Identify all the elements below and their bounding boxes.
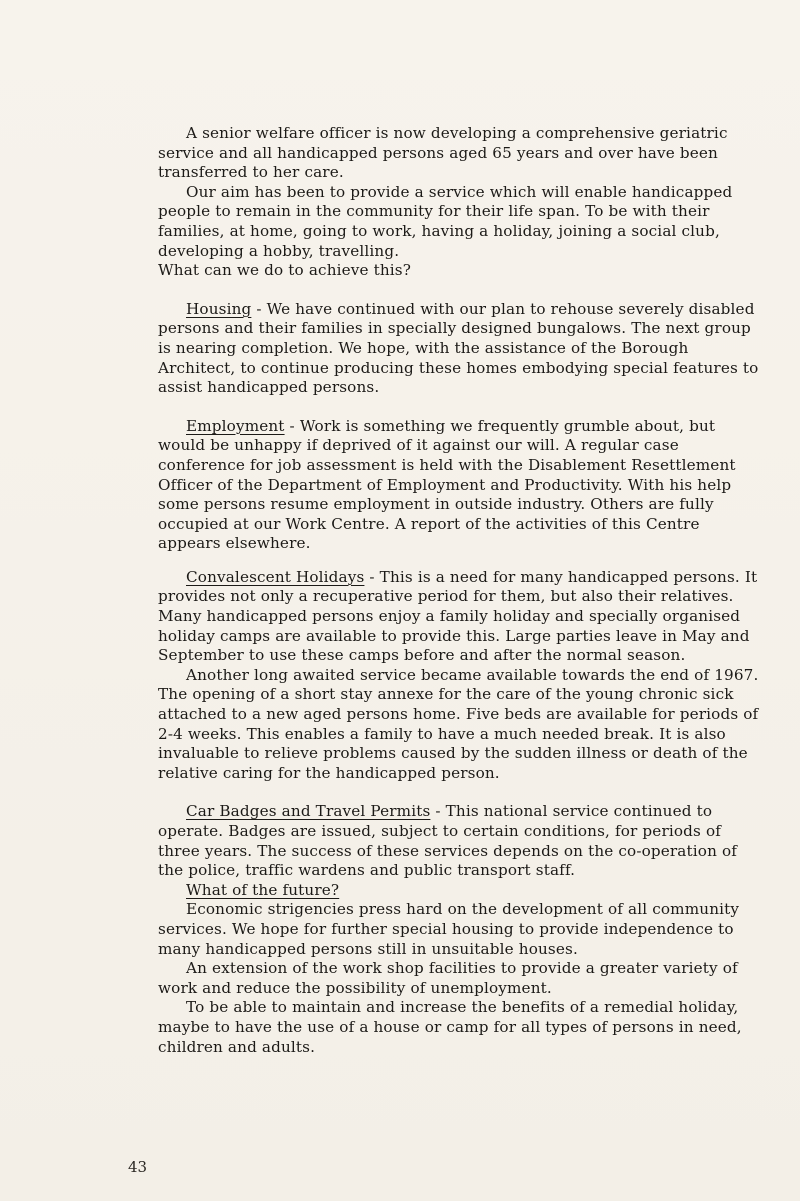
heading-employment: Employment [186, 416, 285, 435]
heading-convalescent-holidays: Convalescent Holidays [186, 567, 365, 586]
paragraph-remedial-holiday: To be able to maintain and increase the benefits of a remedial holiday, maybe to have the use of a house or camp for all types of persons in need, children and adults. [158, 998, 742, 1056]
convalescent-text: - This is a need for many handicapped persons. It provides not only a recuperative period for them, but also their relatives. Many handicapped persons enjoy a family holiday and specially organised holiday camps are available to provide this. Large parties leave in May and September to use these camps before and after the normal season. [158, 567, 758, 665]
paragraph-short-stay-annexe: Another long awaited service became available towards the end of 1967. The opening of a short stay annexe for the care of the young chronic sick attached to a new aged persons home. Five beds are available for periods of 2-4 weeks. This enables a family to have a much needed break. It is also invaluable to relieve problems caused by the sudden illness or death of the relative caring for the handicapped person. [158, 665, 759, 782]
section-housing [158, 300, 766, 398]
employment-text: - Work is something we frequently grumble about, but would be unhappy if deprived of it against our will. A regular case conference for job assessment is held with the Disablement Resettlement Officer of the Department of Employment and Productivity. With his help some persons resume employment in outside industry. Others are fully occupied at our Work Centre. A report of the activities of this Centre appears elsewhere. [158, 416, 736, 553]
heading-car-badges: Car Badges and Travel Permits [186, 802, 431, 821]
section-future-heading [158, 881, 766, 901]
paragraph-question: What can we do to achieve this? [158, 261, 412, 280]
page-number: 43 [128, 1158, 148, 1176]
section-convalescent-holidays [158, 568, 766, 666]
paragraph-aim: Our aim has been to provide a service which will enable handicapped people to remain in the community for their life span. To be with their families, at home, going to work, having a holiday, joining a social club, developing a hobby, travelling. [158, 182, 733, 260]
section-employment [158, 417, 766, 554]
page-content [158, 124, 766, 1057]
paragraph-geriatric-service: A senior welfare officer is now developing a comprehensive geriatric service and all handicapped persons aged 65 years and over have been transferred to her care. [158, 124, 728, 182]
heading-future: What of the future? [186, 880, 340, 899]
section-car-badges [158, 802, 766, 880]
heading-housing: Housing [186, 299, 252, 318]
housing-text: - We have continued with our plan to rehouse severely disabled persons and their families in specially designed bungalows. The next group is nearing completion. We hope, with the assistance of the Borough Architect, to continue producing these homes embodying special features to assist handicapped persons. [158, 299, 759, 397]
paragraph-economic: Economic strigencies press hard on the development of all community services. We hope for further special housing to provide independence to many handicapped persons still in unsuitable houses. [158, 900, 740, 958]
car-badges-text: - This national service continued to operate. Badges are issued, subject to certain conditions, for periods of three years. The success of these services depends on the co-operation of the police, traffic wardens and public transport staff. [158, 802, 738, 880]
paragraph-workshop-extension: An extension of the work shop facilities to provide a greater variety of work and reduce the possibility of unemployment. [158, 959, 738, 997]
